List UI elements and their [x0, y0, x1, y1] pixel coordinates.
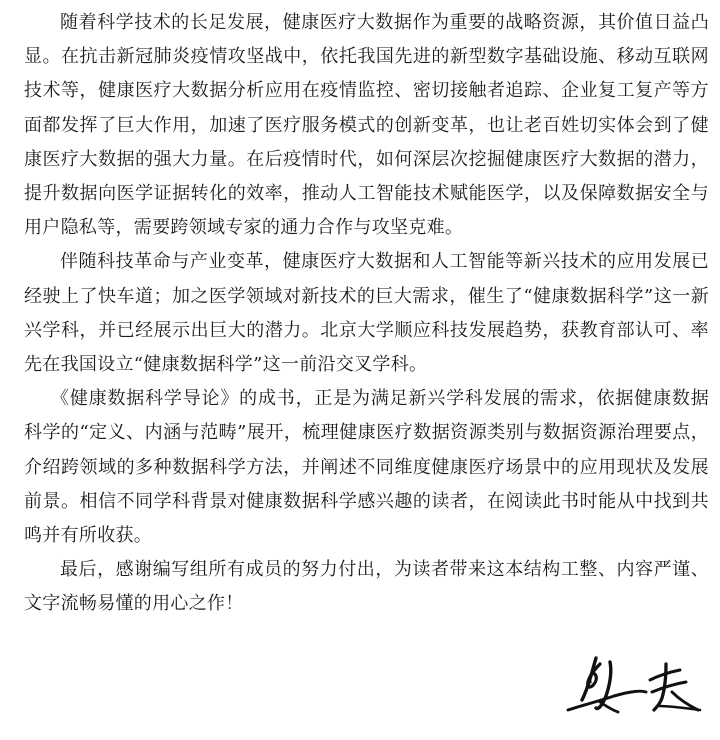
- paragraph-1: 随着科学技术的长足发展，健康医疗大数据作为重要的战略资源，其价值日益凸显。在抗击新冠肺炎疫情攻坚战中，依托我国先进的新型数字基础设施、移动互联网技术等，健康医疗大数据分析应用在疫情监控、密切接触者追踪、企业复工复产等方面都发挥了巨大作用，加速了医疗服务模式的创新变革，也让老百姓切实体会到了健康医疗大数据的强大力量。在后疫情时代，如何深层次挖掘健康医疗大数据的潜力，提升数据向医学证据转化的效率，推动人工智能技术赋能医学，以及保障数据安全与用户隐私等，需要跨领域专家的通力合作与攻坚克难。: [24, 12, 709, 239]
- handwritten-signature-icon: [566, 652, 702, 718]
- paragraph-2: 伴随科技革命与产业变革，健康医疗大数据和人工智能等新兴技术的应用发展已经驶上了快车道；加之医学领域对新技术的巨大需求，催生了“健康数据科学”这一新兴学科，并已经展示出巨大的潜力。北京大学顺应科技发展趋势，获教育部认可、率先在我国设立“健康数据科学”这一前沿交叉学科。: [24, 251, 709, 376]
- paragraph-4: 最后，感谢编写组所有成员的努力付出，为读者带来这本结构工整、内容严谨、文字流畅易懂的用心之作！: [24, 559, 709, 615]
- paragraph-3: 《健康数据科学导论》的成书，正是为满足新兴学科发展的需求，依据健康数据科学的“定义、内涵与范畴”展开，梳理健康医疗数据资源类别与数据资源治理要点，介绍跨领域的多种数据科学方法，并阐述不同维度健康医疗场景中的应用现状及发展前景。相信不同学科背景对健康数据科学感兴趣的读者，在阅读此书时能从中找到共鸣并有所收获。: [24, 388, 709, 547]
